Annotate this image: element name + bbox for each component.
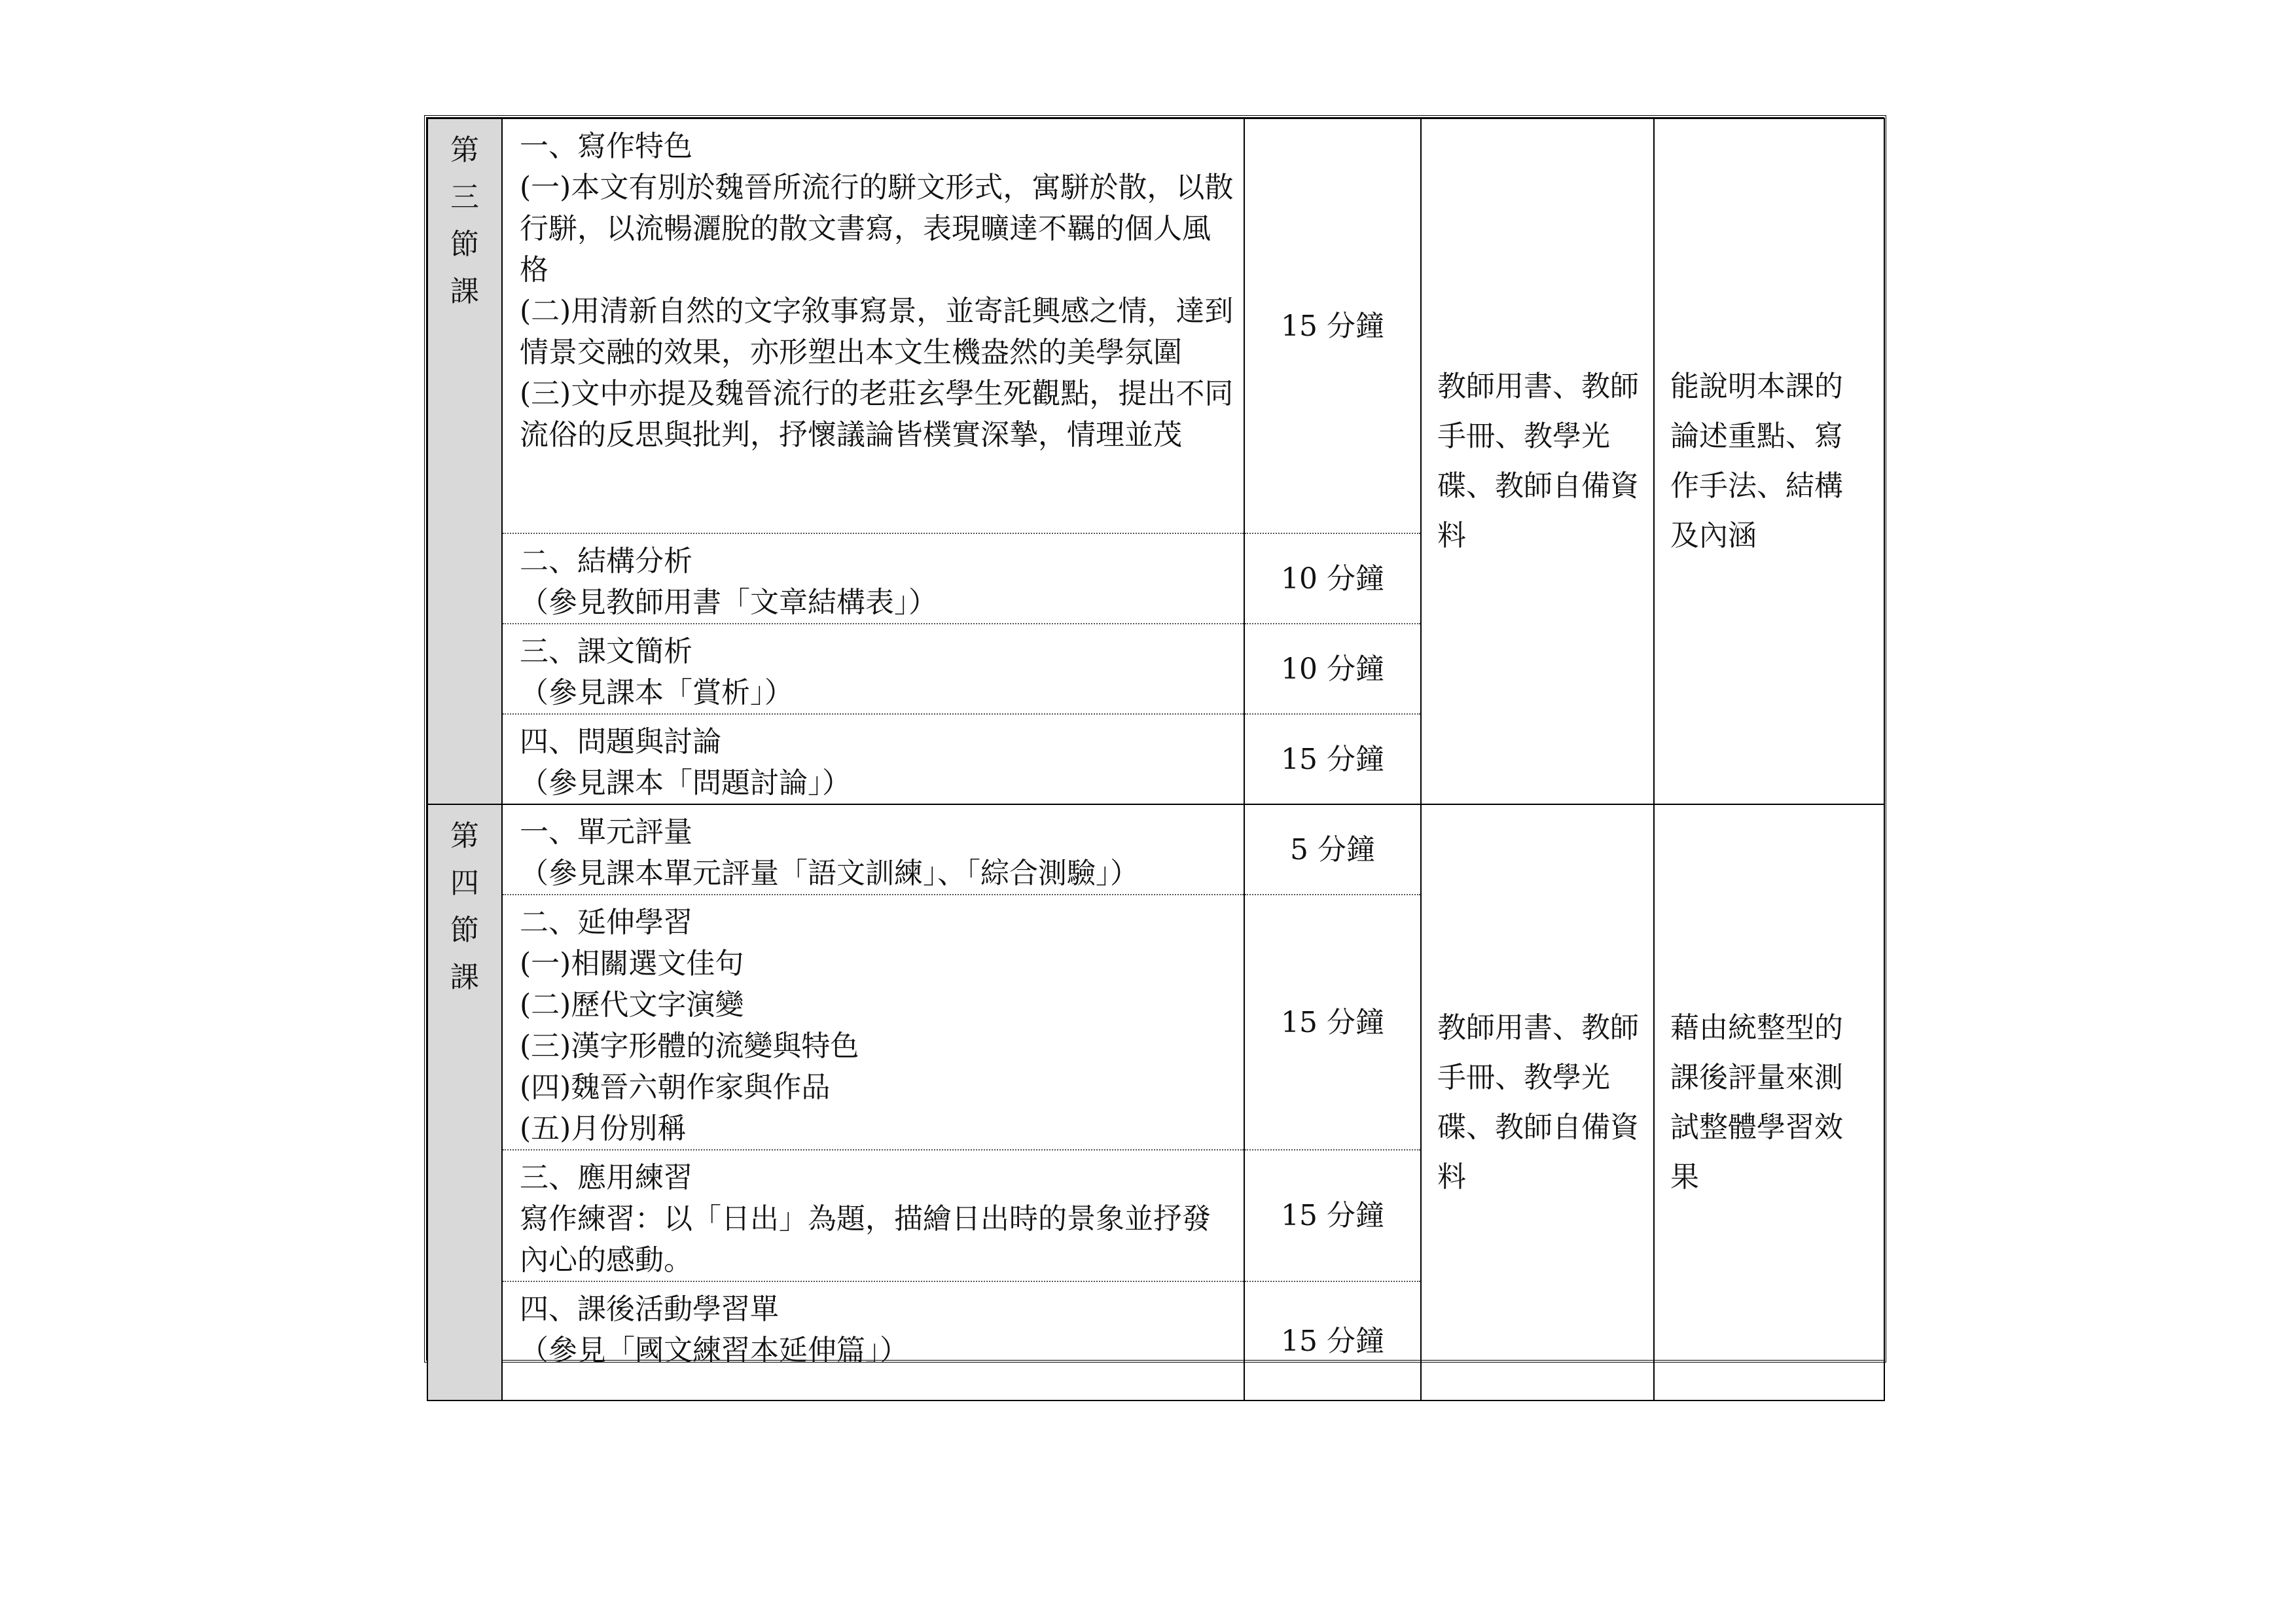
activity-extended-learning: 二、延伸學習 (一)相關選文佳句 (二)歷代文字演變 (三)漢字形體的流變與特色 (四)魏晉六朝作家與作品 (五)月份別稱 xyxy=(502,895,1244,1150)
lesson-plan-table xyxy=(427,118,1885,1401)
activity-applied-practice: 三、應用練習 寫作練習：以「日出」為題，描繪日出時的景象並抒發內心的感動。 xyxy=(502,1150,1244,1281)
activity-questions-discussion: 四、問題與討論 （參見課本「問題討論」） xyxy=(502,714,1244,804)
activity-structure-analysis: 二、結構分析 （參見教師用書「文章結構表」） xyxy=(502,533,1244,624)
duration-cell: 10 分鐘 xyxy=(1244,533,1421,624)
goal-cell-4: 藉由統整型的課後評量來測試整體學習效果 xyxy=(1654,804,1884,1400)
duration-cell: 15 分鐘 xyxy=(1244,1150,1421,1281)
activity-unit-assessment: 一、單元評量 （參見課本單元評量「語文訓練」、「綜合測驗」） xyxy=(502,804,1244,895)
duration-cell: 15 分鐘 xyxy=(1244,895,1421,1150)
activity-writing-features: 一、寫作特色 (一)本文有別於魏晉所流行的駢文形式，寓駢於散，以散行駢，以流暢灑脫的散文書寫，表現曠達不羈的個人風格 (二)用清新自然的文字敘事寫景，並寄託興感之情，達到情景交融的效果，亦形塑出本文生機盎然的美學氛圍 (三)文中亦提及魏晉流行的老莊玄學生死觀點，提出不同流俗的反思與批判，抒懷議論皆樸實深摯，情理並茂 xyxy=(502,118,1244,533)
session-label-4: 第四節課 xyxy=(427,804,502,1400)
activity-worksheet: 四、課後活動學習單 （參見「國文練習本延伸篇」） xyxy=(502,1281,1244,1400)
duration-cell: 15 分鐘 xyxy=(1244,118,1421,533)
duration-cell: 5 分鐘 xyxy=(1244,804,1421,895)
duration-cell: 15 分鐘 xyxy=(1244,1281,1421,1400)
goal-cell-3: 能說明本課的論述重點、寫作手法、結構及內涵 xyxy=(1654,118,1884,804)
table-row xyxy=(427,804,1884,895)
duration-cell: 10 分鐘 xyxy=(1244,624,1421,714)
table-row xyxy=(427,118,1884,533)
resources-cell-4: 教師用書、教師手冊、教學光碟、教師自備資料 xyxy=(1421,804,1654,1400)
resources-cell-3: 教師用書、教師手冊、教學光碟、教師自備資料 xyxy=(1421,118,1654,804)
duration-cell: 15 分鐘 xyxy=(1244,714,1421,804)
activity-text-analysis: 三、課文簡析 （參見課本「賞析」） xyxy=(502,624,1244,714)
session-label-3: 第三節課 xyxy=(427,118,502,804)
